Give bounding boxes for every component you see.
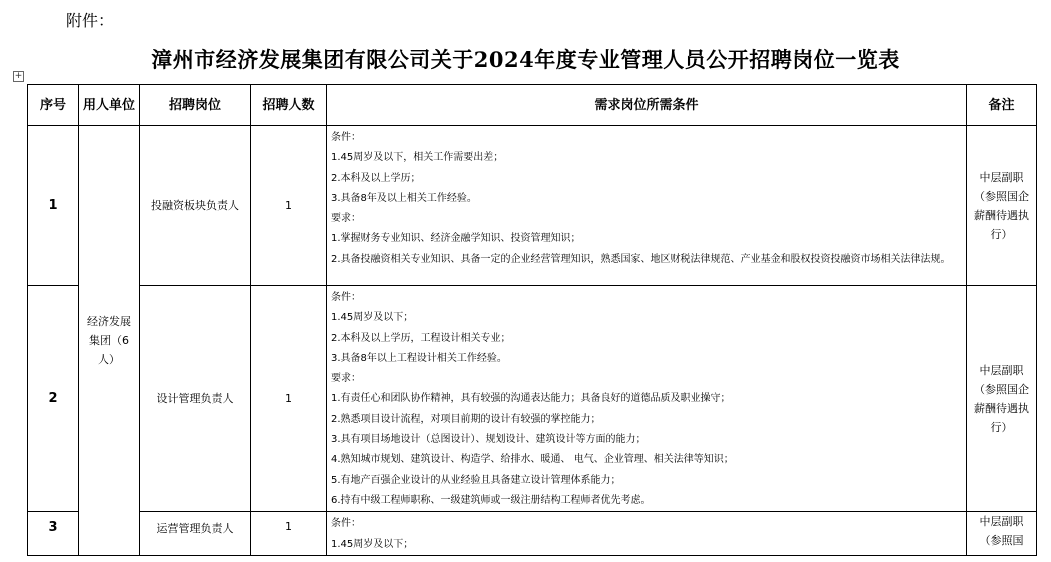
row-requirements (327, 512, 967, 556)
requirement-line: 1.掌握财务专业知识、经济金融学知识、投资管理知识； (331, 233, 581, 245)
requirement-line: 1.有责任心和团队协作精神，具有较强的沟通表达能力；具备良好的道德品质及职业操守； (331, 393, 731, 405)
row-position: 运营管理负责人 (140, 512, 251, 556)
page-title: 漳州市经济发展集团有限公司关于2024年度专业管理人员公开招聘岗位一览表 (151, 47, 900, 72)
row-note: 中层副职（参照国企薪酬待遇执行） (967, 286, 1037, 512)
requirement-line: 2.本科及以上学历； (331, 172, 421, 184)
table-row (28, 126, 1037, 286)
requirement-line: 2.具备投融资相关专业知识、具备一定的企业经营管理知识，熟悉国家、地区财税法律规范、产业基金和股权投资投融资市场相关法律法规。 (331, 253, 951, 265)
row-note: 中层副职（参照国 (967, 512, 1037, 556)
attachment-label: 附件： (66, 11, 115, 30)
header-note: 备注 (967, 85, 1037, 126)
row-count: 1 (251, 286, 327, 512)
header-position: 招聘岗位 (140, 85, 251, 126)
requirement-line: 条件： (331, 292, 361, 303)
row-index: 3 (28, 512, 79, 556)
header-index: 序号 (28, 85, 79, 126)
header-row (28, 85, 1037, 126)
employer-unit: 经济发展集团（6人） (79, 126, 140, 556)
requirement-line: 3.具备8年以上工程设计相关工作经验。 (331, 352, 507, 364)
requirement-line: 3.具备8年及以上相关工作经验。 (331, 192, 477, 204)
requirement-line: 要求： (331, 373, 361, 385)
row-requirements (327, 126, 967, 286)
header-requirements: 需求岗位所需条件 (327, 85, 967, 126)
row-position: 投融资板块负责人 (140, 126, 251, 286)
requirement-line: 4.熟知城市规划、建筑设计、构造学、给排水、暖通、 电气、企业管理、相关法律等知识； (331, 454, 734, 466)
requirement-line: 条件： (331, 518, 361, 530)
table-row (28, 286, 1037, 512)
requirement-line: 1.45周岁及以下； (331, 538, 414, 550)
move-icon[interactable]: + (14, 71, 23, 81)
requirement-line: 3.具有项目场地设计（总图设计）、规划设计、建筑设计等方面的能力； (331, 434, 646, 446)
requirement-line: 1.45周岁及以下，相关工作需要出差； (331, 152, 504, 164)
row-index: 2 (28, 286, 79, 512)
requirement-line: 5.有地产百强企业设计的从业经验且具备建立设计管理体系能力； (331, 474, 621, 486)
requirement-line: 2.熟悉项目设计流程，对项目前期的设计有较强的掌控能力； (331, 413, 601, 425)
requirement-line: 6.持有中级工程师职称、一级建筑师或一级注册结构工程师者优先考虑。 (331, 494, 651, 506)
header-count: 招聘人数 (251, 85, 327, 126)
row-index: 1 (28, 126, 79, 286)
requirement-line: 条件： (331, 132, 361, 143)
table-row (28, 512, 1037, 556)
row-count: 1 (251, 512, 327, 556)
row-position: 设计管理负责人 (140, 286, 251, 512)
requirement-line: 1.45周岁及以下； (331, 312, 414, 324)
row-requirements (327, 286, 967, 512)
requirement-line: 要求： (331, 213, 361, 225)
recruitment-table (27, 84, 1037, 556)
header-unit: 用人单位 (79, 85, 140, 126)
row-note: 中层副职（参照国企薪酬待遇执行） (967, 126, 1037, 286)
row-count: 1 (251, 126, 327, 286)
requirement-line: 2.本科及以上学历，工程设计相关专业； (331, 332, 511, 344)
